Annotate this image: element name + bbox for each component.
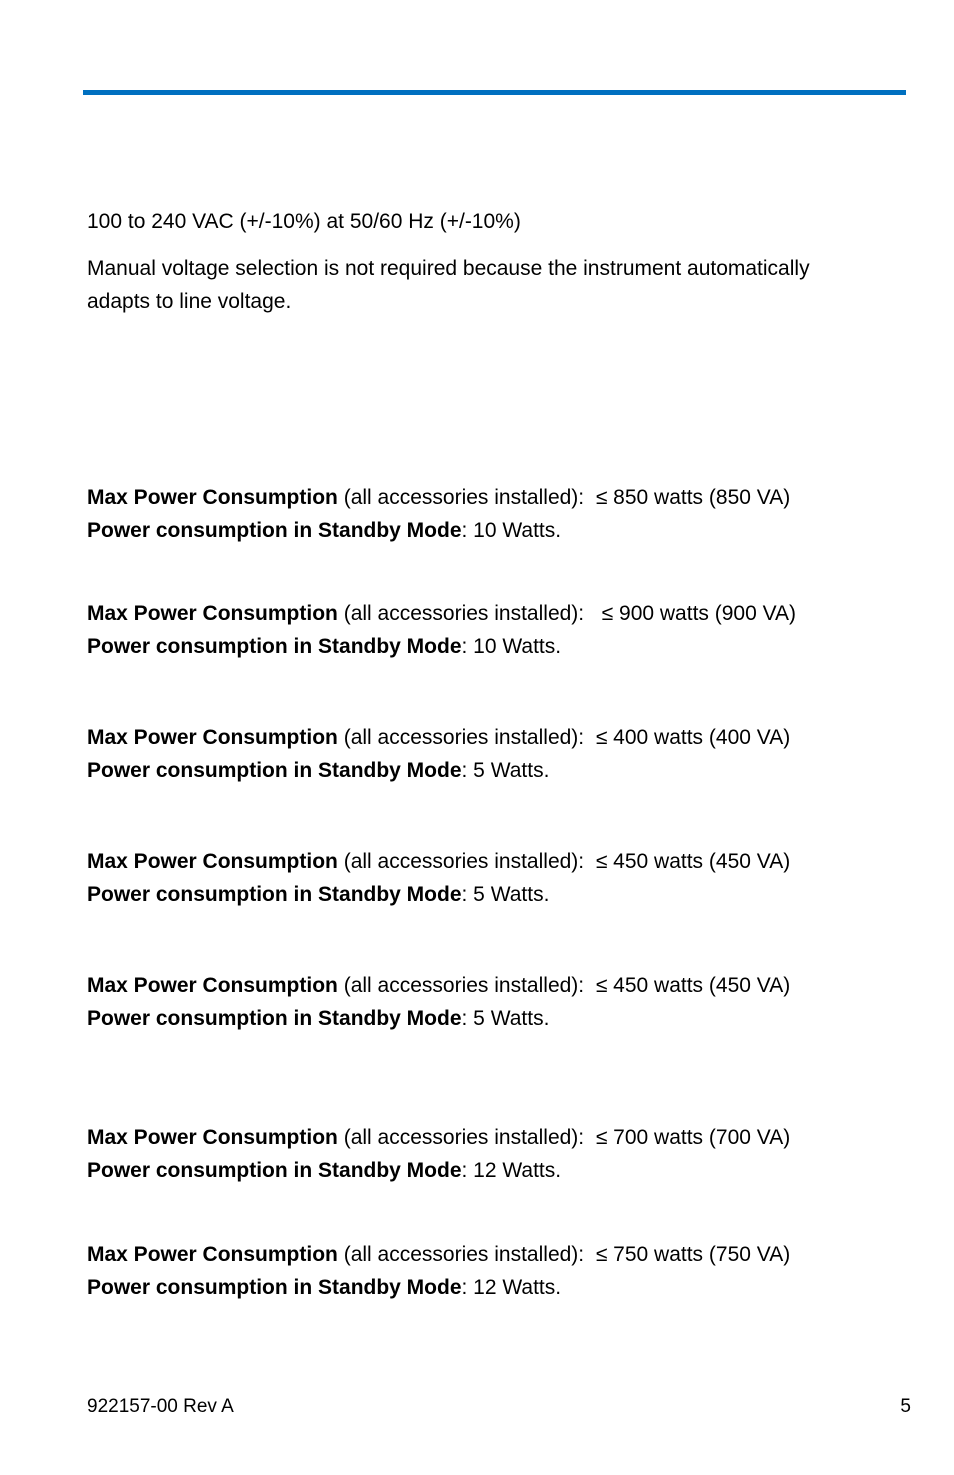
standby-power-label: Power consumption in Standby Mode [87,1159,462,1182]
max-power-value: ≤ 400 watts (400 VA) [595,726,791,749]
max-power-label: Max Power Consumption [87,1126,338,1149]
max-power-label: Max Power Consumption [87,850,338,873]
voltage-selection-note: Manual voltage selection is not required because the instrument automatically adapts to line voltage. [87,257,810,313]
max-power-qualifier: (all accessories installed): [343,486,585,509]
power-entry [87,1238,790,1304]
standby-power-value: : 12 Watts. [461,1159,562,1182]
max-power-qualifier: (all accessories installed): [343,850,585,873]
max-power-label: Max Power Consumption [87,726,338,749]
header-rule [83,90,906,95]
max-power-qualifier: (all accessories installed): [343,974,585,997]
supply-voltage-text: 100 to 240 VAC (+/-10%) at 50/60 Hz (+/-10%) [87,210,521,233]
standby-power-value: : 10 Watts. [461,635,562,658]
standby-power-label: Power consumption in Standby Mode [87,519,462,542]
power-entry [87,597,796,663]
document-number: 922157-00 Rev A [87,1396,234,1417]
standby-power-label: Power consumption in Standby Mode [87,635,462,658]
standby-power-value: : 5 Watts. [461,1007,550,1030]
max-power-qualifier: (all accessories installed): [343,1126,585,1149]
standby-power-value: : 10 Watts. [461,519,562,542]
max-power-value: ≤ 850 watts (850 VA) [595,486,791,509]
max-power-value: ≤ 750 watts (750 VA) [595,1243,791,1266]
max-power-qualifier: (all accessories installed): [343,1243,585,1266]
max-power-value: ≤ 450 watts (450 VA) [595,850,791,873]
standby-power-value: : 5 Watts. [461,759,550,782]
max-power-qualifier: (all accessories installed): [343,602,585,625]
max-power-label: Max Power Consumption [87,1243,338,1266]
power-entry [87,1121,790,1187]
max-power-value: ≤ 450 watts (450 VA) [595,974,791,997]
max-power-label: Max Power Consumption [87,486,338,509]
power-entry [87,969,790,1035]
max-power-value: ≤ 700 watts (700 VA) [595,1126,791,1149]
standby-power-value: : 5 Watts. [461,883,550,906]
page-number: 5 [900,1396,911,1417]
power-entry [87,721,790,787]
max-power-value: ≤ 900 watts (900 VA) [601,602,797,625]
standby-power-value: : 12 Watts. [461,1276,562,1299]
max-power-qualifier: (all accessories installed): [343,726,585,749]
standby-power-label: Power consumption in Standby Mode [87,883,462,906]
standby-power-label: Power consumption in Standby Mode [87,1007,462,1030]
max-power-label: Max Power Consumption [87,602,338,625]
standby-power-label: Power consumption in Standby Mode [87,1276,462,1299]
max-power-label: Max Power Consumption [87,974,338,997]
power-entry [87,481,790,547]
power-entry [87,845,790,911]
standby-power-label: Power consumption in Standby Mode [87,759,462,782]
